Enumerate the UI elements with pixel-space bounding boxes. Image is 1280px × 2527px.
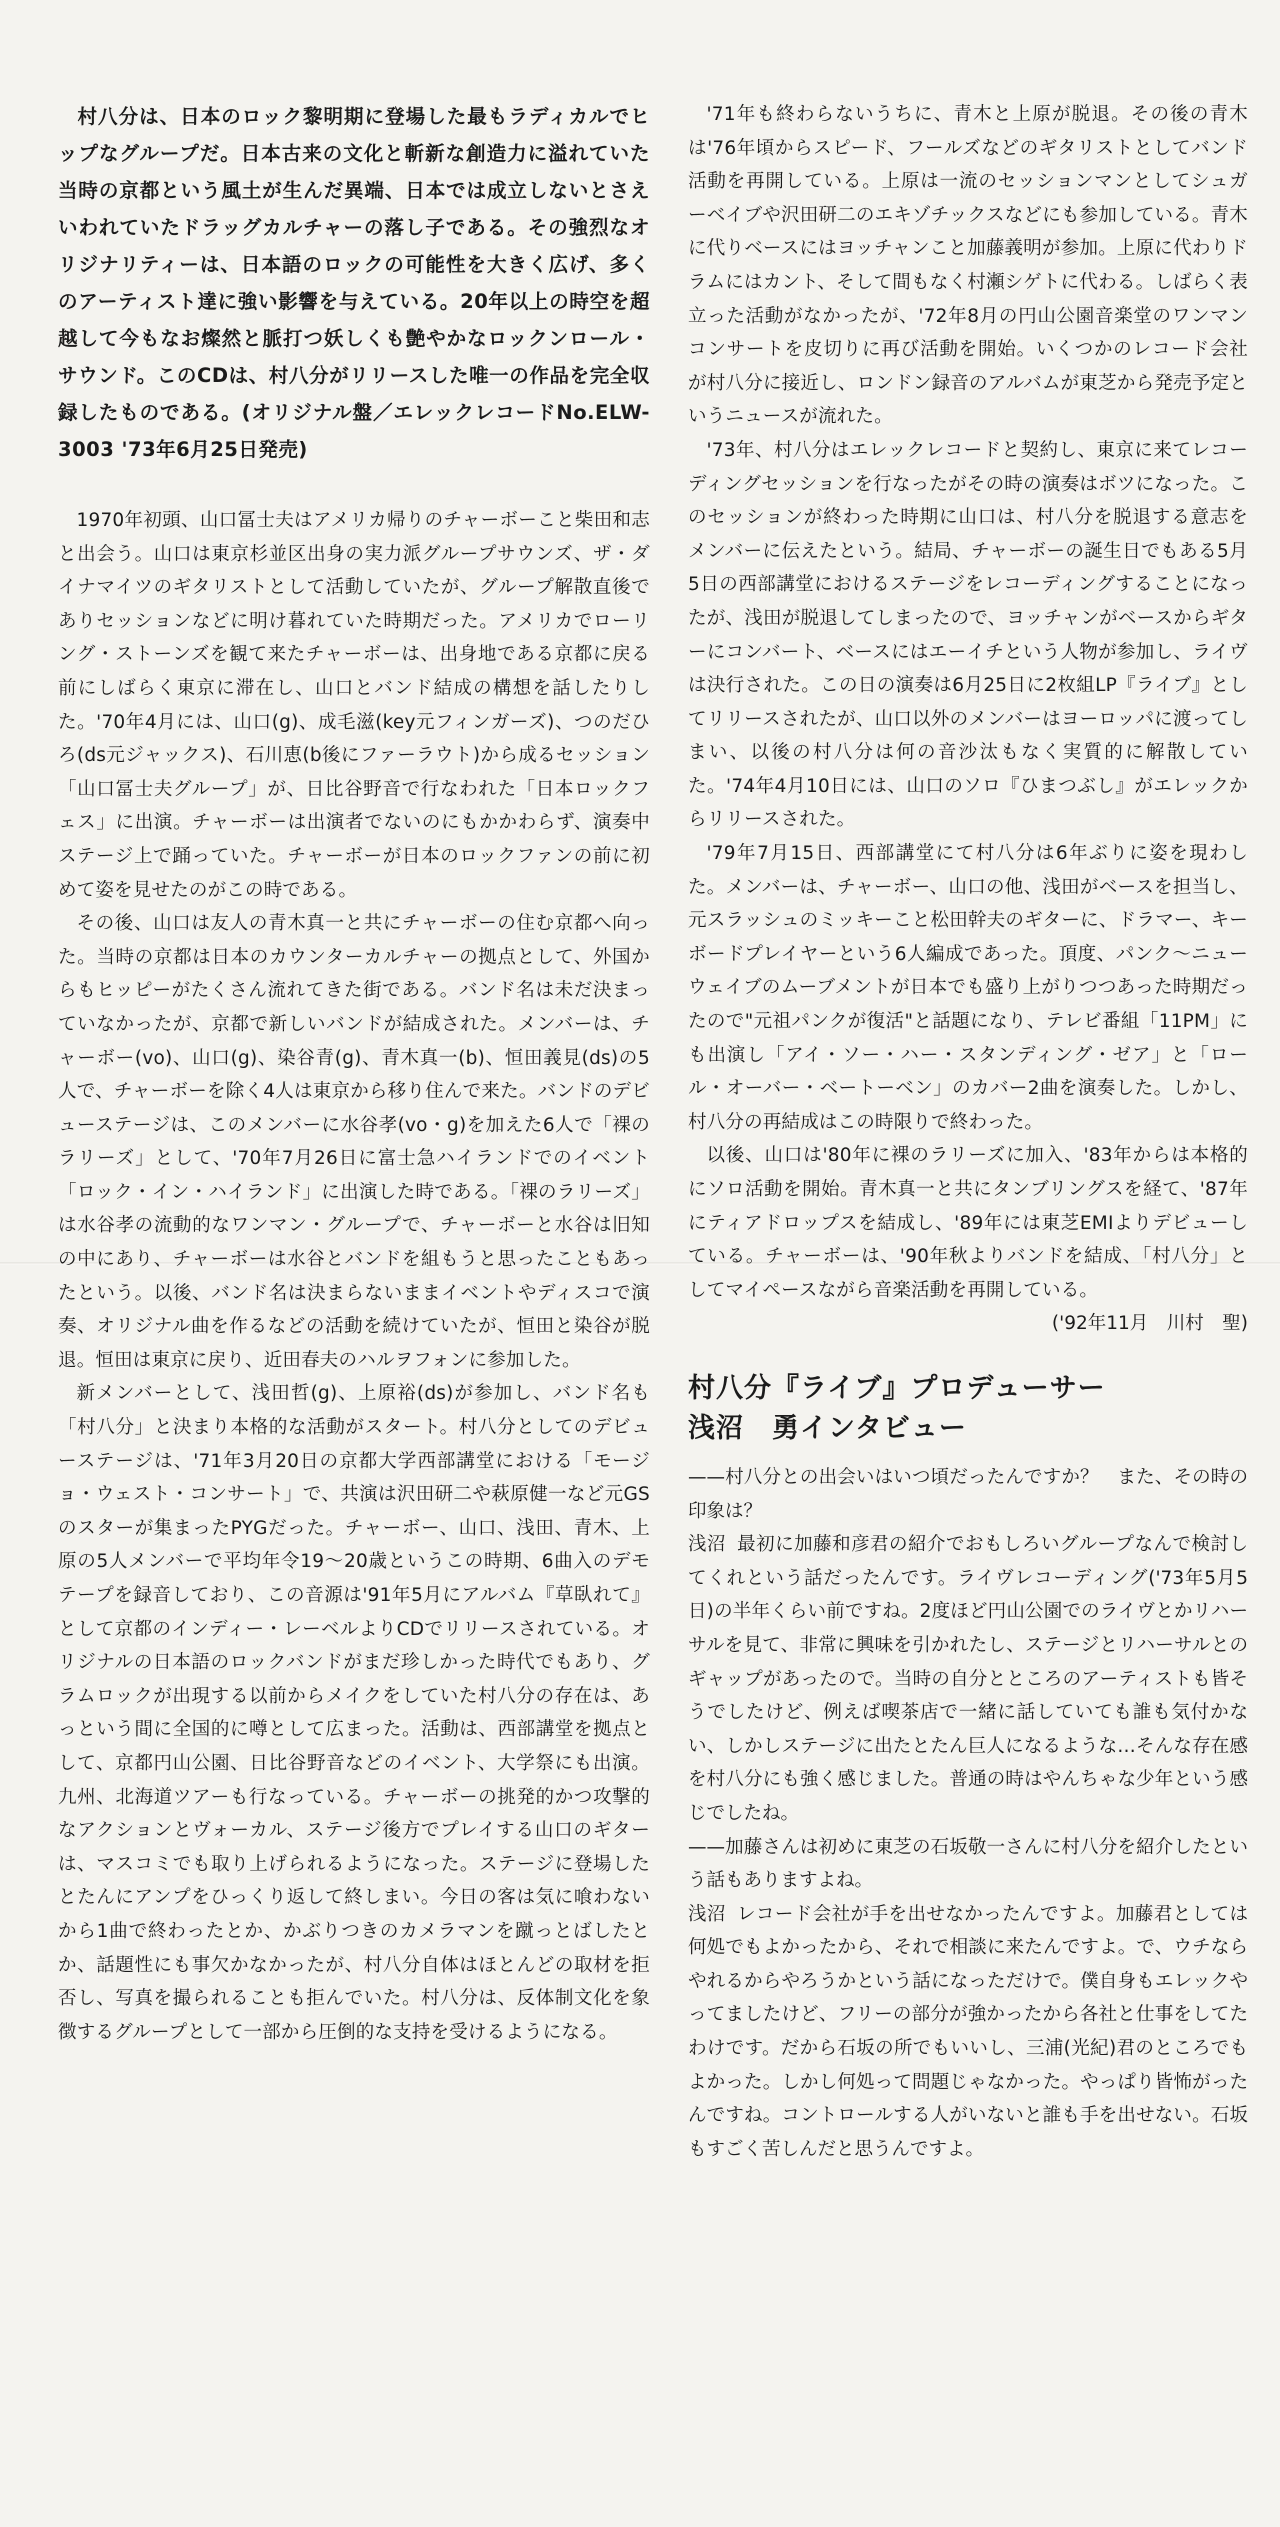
interview-section	[688, 1369, 1248, 2166]
interview-answer	[688, 1898, 1248, 2167]
right-column	[688, 98, 1248, 2166]
author-signoff: ('92年11月 川村 聖)	[1051, 1313, 1248, 1335]
answer-text: 最初に加藤和彦君の紹介でおもしろいグループなんで検討してくれという話だったんです。ライヴレコーディング('73年5月5日)の半年くらい前ですね。2度ほど円山公園でのライヴとかリハーサルを見て、非常に興味を引かれたし、ステージとリハーサルとのギャップがあったので。当時の自分とところのアーティストも皆そうでしたけど、例えば喫茶店で一緒に話していても誰も気付かない、しかしステージに出たとたん巨人になるような…そんな存在感を村八分にも強く感じました。普通の時はやんちゃな少年という感じでしたね。	[688, 1534, 1248, 1824]
left-column	[58, 98, 650, 2049]
speaker-name: 浅沼	[688, 1534, 726, 1556]
interview-answer	[688, 1528, 1248, 1830]
interview-heading-line2: 浅沼 勇インタビュー	[688, 1412, 967, 1444]
body-paragraph: 新メンバーとして、浅田哲(g)、上原裕(ds)が参加し、バンド名も「村八分」と決まり本格的な活動がスタート。村八分としてのデビューステージは、'71年3月20日の京都大学西部講堂における「モージョ・ウェスト・コンサート」で、共演は沢田研二や萩原健一など元GSのスターが集まったPYGだった。チャーボー、山口、浅田、青木、上原の5人メンバーで平均年令19〜20歳というこの時期、6曲入のデモテープを録音しており、この音源は'91年5月にアルバム『草臥れて』として京都のインディー・レーベルよりCDでリリースされている。オリジナルの日本語のロックバンドがまだ珍しかった時代でもあり、グラムロックが出現する以前からメイクをしていた村八分の存在は、あっという間に全国的に噂として広まった。活動は、西部講堂を拠点として、京都円山公園、日比谷野音などのイベント、大学祭にも出演。九州、北海道ツアーも行なっている。チャーボーの挑発的かつ攻撃的なアクションとヴォーカル、ステージ後方でプレイする山口のギターは、マスコミでも取り上げられるようになった。ステージに登場したとたんにアンプをひっくり返して終しまい。今日の客は気に喰わないから1曲で終わったとか、かぶりつきのカメラマンを蹴っとばしたとか、話題性にも事欠かなかったが、村八分自体はほとんどの取材を拒否し、写真を撮られることも拒んでいた。村八分は、反体制文化を象徴するグループとして一部から圧倒的な支持を受けるようになる。	[58, 1383, 650, 2043]
body-paragraph: '79年7月15日、西部講堂にて村八分は6年ぶりに姿を現わした。メンバーは、チャーボー、山口の他、浅田がベースを担当し、元スラッシュのミッキーこと松田幹夫のギターに、ドラマー、キーボードプレイヤーという6人編成であった。頂度、パンク〜ニューウェイブのムーブメントが日本でも盛り上がりつつあった時期だったので"元祖パンクが復活"と話題になり、テレビ番組「11PM」にも出演し「アイ・ソー・ハー・スタンディング・ゼア」と「ロール・オーバー・ベートーベン」のカバー2曲を演奏した。しかし、村八分の再結成はこの時限りで終わった。	[688, 843, 1248, 1133]
interview-question: ——加藤さんは初めに東芝の石坂敬一さんに村八分を紹介したという話もありますよね。	[688, 1836, 1248, 1892]
body-paragraph: '73年、村八分はエレックレコードと契約し、東京に来てレコーディングセッションを行なったがその時の演奏はボツになった。このセッションが終わった時期に山口は、村八分を脱退する意志をメンバーに伝えたという。結局、チャーボーの誕生日でもある5月5日の西部講堂におけるステージをレコーディングすることになったが、浅田が脱退してしまったので、ヨッチャンがベースからギターにコンバート、ベースにはエーイチという人物が参加し、ライヴは決行された。この日の演奏は6月25日に2枚組LP『ライブ』としてリリースされたが、山口以外のメンバーはヨーロッパに渡ってしまい、以後の村八分は何の音沙汰もなく実質的に解散していた。'74年4月10日には、山口のソロ『ひまつぶし』がエレックからリリースされた。	[688, 439, 1248, 831]
body-paragraph: その後、山口は友人の青木真一と共にチャーボーの住む京都へ向った。当時の京都は日本のカウンターカルチャーの拠点として、外国からもヒッピーがたくさん流れてきた街である。バンド名は未だ決まっていなかったが、京都で新しいバンドが結成された。メンバーは、チャーボー(vo)、山口(g)、染谷青(g)、青木真一(b)、恒田義見(ds)の5人で、チャーボーを除く4人は東京から移り住んで来た。バンドのデビューステージは、このメンバーに水谷孝(vo・g)を加えた6人で「裸のラリーズ」として、'70年7月26日に富士急ハイランドでのイベント「ロック・イン・ハイランド」に出演した時である。「裸のラリーズ」は水谷孝の流動的なワンマン・グループで、チャーボーと水谷は旧知の中にあり、チャーボーは水谷とバンドを組もうと思ったこともあったという。以後、バンド名は決まらないままイベントやディスコで演奏、オリジナル曲を作るなどの活動を続けていたが、恒田と染谷が脱退。恒田は東京に戻り、近田春夫のハルヲフォンに参加した。	[58, 913, 650, 1371]
speaker-name: 浅沼	[688, 1903, 726, 1925]
interview-heading	[688, 1369, 1248, 1449]
body-paragraph: '71年も終わらないうちに、青木と上原が脱退。その後の青木は'76年頃からスピード、フールズなどのギタリストとしてバンド活動を再開している。上原は一流のセッションマンとしてシュガーベイブや沢田研二のエキゾチックスなどにも参加している。青木に代りベースにはヨッチャンこと加藤義明が参加。上原に代わりドラムにはカント、そして間もなく村瀬シゲトに代わる。しばらく表立った活動がなかったが、'72年8月の円山公園音楽堂のワンマンコンサートを皮切りに再び活動を開始。いくつかのレコード会社が村八分に接近し、ロンドン録音のアルバムが東芝から発売予定というニュースが流れた。	[688, 104, 1248, 428]
body-paragraph: 以後、山口は'80年に裸のラリーズに加入、'83年からは本格的にソロ活動を開始。青木真一と共にタンブリングスを経て、'87年にティアドロップスを結成し、'89年には東芝EMIよりデビューしている。チャーボーは、'90年秋よりバンドを結成、「村八分」としてマイペースながら音楽活動を再開している。	[688, 1145, 1248, 1301]
body-paragraph: 1970年初頭、山口冨士夫はアメリカ帰りのチャーボーこと柴田和志と出会う。山口は東京杉並区出身の実力派グループサウンズ、ザ・ダイナマイツのギタリストとして活動していたが、グループ解散直後でありセッションなどに明け暮れていた時期だった。アメリカでローリング・ストーンズを観て来たチャーボーは、出身地である京都に戻る前にしばらく東京に滞在し、山口とバンド結成の構想を話したりした。'70年4月には、山口(g)、成毛滋(key元フィンガーズ)、つのだひろ(ds元ジャックス)、石川恵(b後にファーラウト)から成るセッション「山口冨士夫グループ」が、日比谷野音で行なわれた「日本ロックフェス」に出演。チャーボーは出演者でないのにもかかわらず、演奏中ステージ上で踊っていた。チャーボーが日本のロックファンの前に初めて姿を見せたのがこの時である。	[58, 510, 650, 901]
lead-paragraph: 村八分は、日本のロック黎明期に登場した最もラディカルでヒップなグループだ。日本古来の文化と斬新な創造力に溢れていた当時の京都という風土が生んだ異端、日本では成立しないとさえいわれていたドラッグカルチャーの落し子である。その強烈なオリジナリティーは、日本語のロックの可能性を大きく広げ、多くのアーティスト達に強い影響を与えている。20年以上の時空を超越して今もなお燦然と脈打つ妖しくも艶やかなロックンロール・サウンド。このCDは、村八分がリリースした唯一の作品を完全収録したものである。(オリジナル盤／エレックレコードNo.ELW-3003 '73年6月25日発売)	[58, 105, 650, 461]
interview-question: ——村八分との出会いはいつ頃だったんですか？ また、その時の印象は？	[688, 1466, 1248, 1522]
interview-heading-line1: 村八分『ライブ』プロデューサー	[688, 1372, 1106, 1404]
answer-text: レコード会社が手を出せなかったんですよ。加藤君としては何処でもよかったから、それで相談に来たんですよ。で、ウチならやれるからやろうかという話になっただけで。僕自身もエレックやってましたけど、フリーの部分が強かったから各社と仕事をしてたわけです。だから石坂の所でもいいし、三浦(光紀)君のところでもよかった。しかし何処って問題じゃなかった。やっぱり皆怖がったんですね。コントロールする人がいないと誰も手を出せない。石坂もすごく苦しんだと思うんですよ。	[688, 1903, 1248, 2160]
